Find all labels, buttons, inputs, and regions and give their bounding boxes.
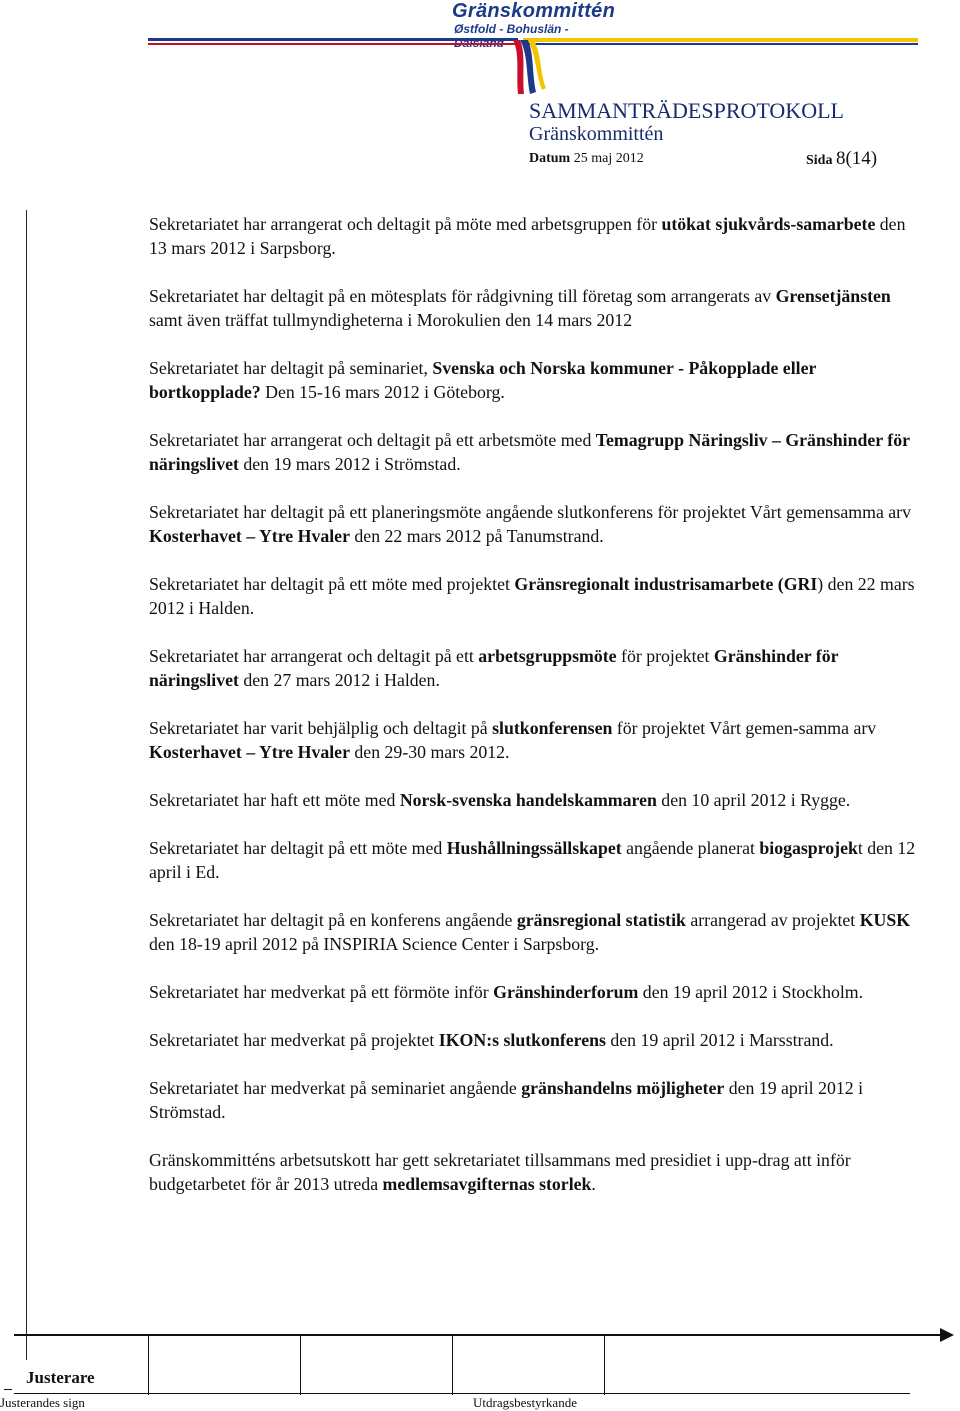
bold-text: Kosterhavet – Ytre Hvaler [149,526,350,546]
paragraph [149,644,919,692]
text-run: angående planerat [621,838,760,858]
paragraph [149,572,919,620]
text-run: arrangerad av projektet [685,910,860,930]
date-field [529,151,644,167]
text-run: ) den 22 mars 2012 i Halden. [149,574,915,618]
bold-text: Norsk-svenska handelskammaren [399,790,657,810]
text-run: Sekretariatet har haft ett möte med [149,790,400,810]
signature-line [14,1393,910,1394]
text-run: Sekretariatet har arrangerat och deltagit på möte med arbetsgruppen för [149,214,662,234]
signature-box-divider [300,1335,301,1395]
text-run: Sekretariatet har arrangerat och deltagit på ett arbetsmöte med [149,430,596,450]
page-label: Sida [806,153,833,168]
bold-text: Svenska och Norska kommuner - Påkopplade eller bortkopplade? [149,358,817,402]
bold-text: gränsregional statistik [516,910,686,930]
paragraph [149,1076,919,1124]
arrow-right-icon [940,1328,954,1342]
bold-text: Hushållningssällskapet [446,838,622,858]
paragraph [149,212,919,260]
text-run: den 22 mars 2012 på Tanumstrand. [349,526,604,546]
flag-ribbon-graphic [148,34,918,98]
bold-text: gränshandelns möjligheter [521,1078,725,1098]
text-run: den 19 april 2012 i Strömstad. [149,1078,864,1122]
page-field [806,148,877,170]
justerare-label: Justerare [26,1368,95,1387]
text-run: Sekretariatet har deltagit på en konferens angående [149,910,517,930]
paragraph [149,1028,919,1052]
paragraph [149,836,919,884]
signature-box-divider [148,1335,149,1395]
paragraph [149,788,919,812]
bold-text: utökat sjukvårds-samarbete [661,214,876,234]
logo [452,0,616,38]
bold-text: Grensetjänsten [775,286,891,306]
bold-text: IKON:s slutkonferens [438,1030,606,1050]
organization-name: Gränskommittén [529,123,664,145]
text-run: Sekretariatet har medverkat på seminariet angående [149,1078,522,1098]
paragraph [149,356,919,404]
paragraph [149,908,919,956]
text-run: Sekretariatet har medverkat på ett förmöte inför [149,982,494,1002]
bold-text: Temagrupp Näringsliv – Gränshinder för näringslivet [149,430,910,474]
logo-title: Gränskommittén [452,0,616,22]
bold-text: Kosterhavet – Ytre Hvaler [149,742,350,762]
footer-divider [14,1334,944,1336]
bold-text: Gränsregionalt industrisamarbete (GRI [514,574,818,594]
text-run: Sekretariatet har deltagit på ett planeringsmöte angående slutkonferens för projektet Vårt gemensamma arv [149,502,911,522]
bold-text: KUSK [859,910,911,930]
bold-text: Gränshinderforum [493,982,639,1002]
protocol-body [149,212,919,1220]
logo-subtitle: Østfold - Bohuslän - [454,22,569,36]
text-run: Sekretariatet har deltagit på ett möte med projektet [149,574,515,594]
text-run: t den 12 april i Ed. [149,838,916,882]
text-run: för projektet Vårt gemen-samma arv [612,718,877,738]
text-run: samt även träffat tullmyndigheterna i Morokulien den 14 mars 2012 [149,310,633,330]
paragraph [149,980,919,1004]
paragraph [149,716,919,764]
text-run: den 13 mars 2012 i Sarpsborg. [149,214,906,258]
text-run: Sekretariatet har deltagit på seminariet, [149,358,433,378]
signature-box-divider [452,1335,453,1395]
document-title: SAMMANTRÄDESPROTOKOLL [529,98,844,123]
text-run: för projektet [616,646,714,666]
bold-text: arbetsgruppsmöte [478,646,617,666]
page-number: 8(14) [835,148,878,169]
text-run: Sekretariatet har varit behjälplig och deltagit på [149,718,493,738]
text-run: Sekretariatet har arrangerat och deltagit på ett [149,646,479,666]
text-run: den 19 april 2012 i Marsstrand. [605,1030,834,1050]
paragraph [149,284,919,332]
margin-rule [26,210,27,1360]
paragraph [149,1148,919,1196]
paragraph [149,428,919,476]
date-value: 25 maj 2012 [573,151,644,166]
text-run: Den 15-16 mars 2012 i Göteborg. [260,382,505,402]
bold-text: Gränshinder för näringslivet [149,646,839,690]
text-run: Sekretariatet har deltagit på en mötesplats för rådgivning till företag som arrangerats av [149,286,776,306]
bold-text: biogasprojek [759,838,858,858]
text-run: den 18-19 april 2012 på INSPIRIA Science Center i Sarpsborg. [149,934,600,954]
text-run: den 19 mars 2012 i Strömstad. [238,454,461,474]
signature-tick [4,1389,12,1390]
date-label: Datum [529,151,571,166]
bold-text: slutkonferensen [492,718,613,738]
text-run: Sekretariatet har medverkat på projektet [149,1030,439,1050]
text-run: . [591,1174,596,1194]
text-run: den 19 april 2012 i Stockholm. [638,982,864,1002]
text-run: den 27 mars 2012 i Halden. [238,670,440,690]
text-run: Gränskommitténs arbetsutskott har gett sekretariatet tillsammans med presidiet i upp-drag att inför budgetarbetet för år 2013 utreda [149,1150,851,1194]
text-run: den 29-30 mars 2012. [349,742,510,762]
text-run: den 10 april 2012 i Rygge. [656,790,851,810]
bold-text: medlemsavgifternas storlek [382,1174,592,1194]
signature-box-divider [604,1335,605,1395]
text-run: Sekretariatet har deltagit på ett möte med [149,838,447,858]
utdragsbestyrkande-label: Utdragsbestyrkande [473,1395,577,1410]
paragraph [149,500,919,548]
justerandes-sign-label: Justerandes sign [0,1395,85,1410]
